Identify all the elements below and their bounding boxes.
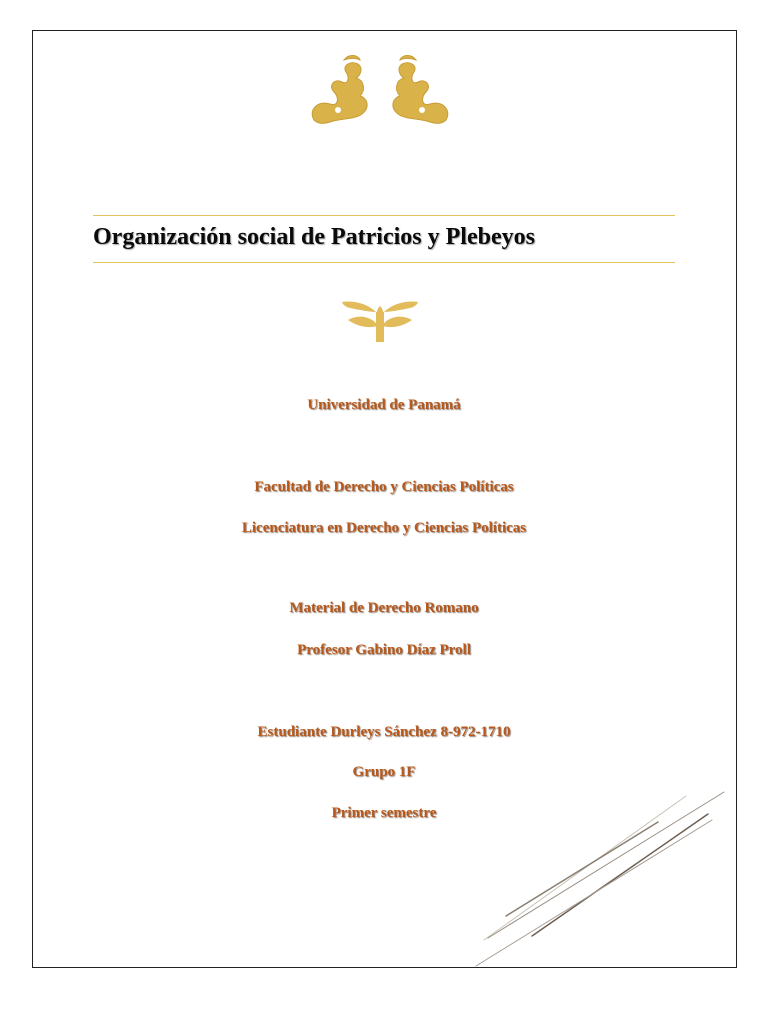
floral-scroll-icon bbox=[300, 52, 460, 128]
diagonal-lines-decoration bbox=[470, 786, 730, 970]
title-rule-bottom bbox=[93, 262, 675, 263]
professor-name: Profesor Gabino Díaz Proll bbox=[297, 642, 471, 658]
page-title: Organización social de Patricios y Plebeyos bbox=[93, 224, 535, 250]
semester-label: Primer semestre bbox=[331, 805, 437, 821]
student-name: Estudiante Durleys Sánchez 8-972-1710 bbox=[257, 724, 511, 740]
subject-name: Material de Derecho Romano bbox=[289, 600, 479, 616]
degree-name: Licenciatura en Derecho y Ciencias Políticas bbox=[241, 520, 527, 536]
faculty-name: Facultad de Derecho y Ciencias Políticas bbox=[254, 479, 514, 495]
floral-fleuron-icon bbox=[340, 298, 420, 346]
group-label: Grupo 1F bbox=[352, 764, 416, 780]
title-rule-top bbox=[93, 215, 675, 216]
university-name: Universidad de Panamá bbox=[307, 397, 461, 413]
